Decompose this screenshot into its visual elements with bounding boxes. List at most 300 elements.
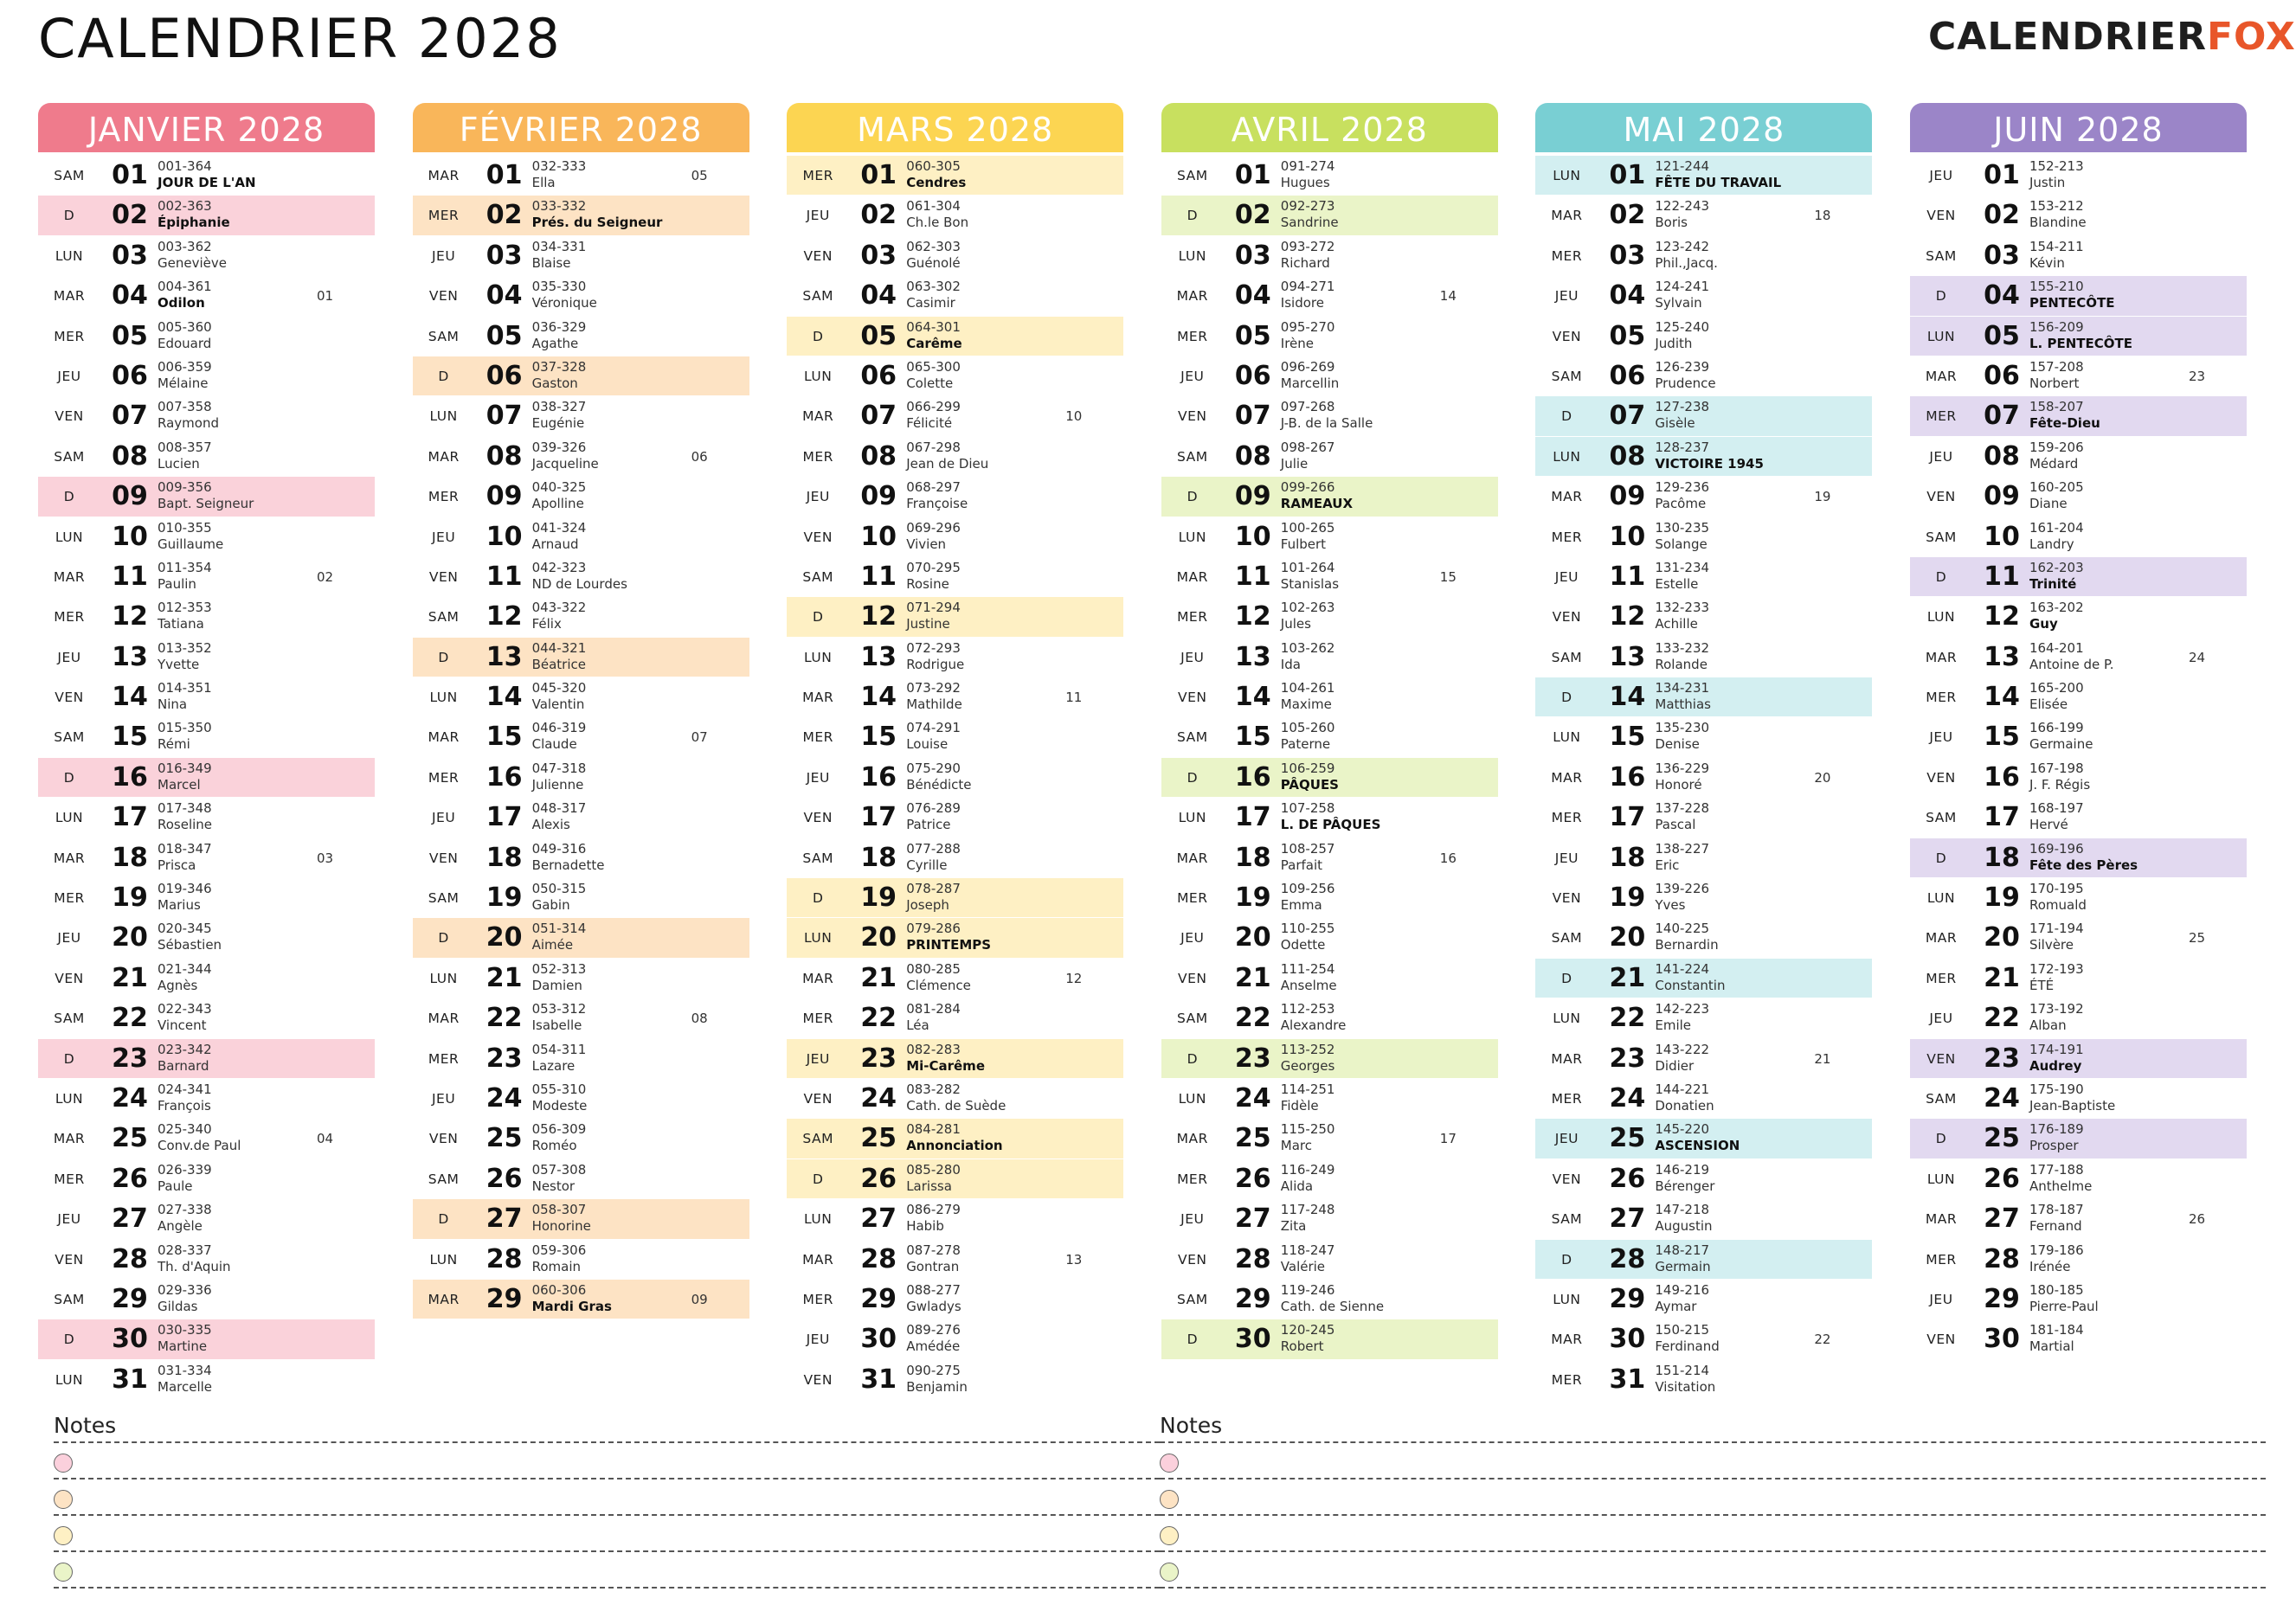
weekday-label: MAR: [428, 168, 460, 183]
weekday-label: MER: [1551, 810, 1583, 826]
saint-name: Isabelle: [531, 1017, 582, 1034]
day-number: 17: [1234, 802, 1271, 833]
saint-name: Bénédicte: [906, 776, 972, 793]
weekday-label: MER: [428, 208, 460, 224]
day-of-year-code: 032-333: [531, 158, 587, 174]
weekday-label: SAM: [1176, 448, 1208, 465]
saint-name: Carême: [906, 335, 962, 351]
day-of-year-code: 117-248: [1280, 1202, 1335, 1218]
month-header-rule: [38, 150, 375, 152]
day-number: 21: [1234, 962, 1271, 993]
weekday-label: MAR: [1176, 288, 1208, 305]
day-row: [1910, 798, 2247, 838]
note-lines: [1160, 1441, 2266, 1590]
months-grid: [38, 103, 2247, 1401]
saint-name: Arnaud: [531, 536, 579, 552]
weekday-label: MER: [1926, 970, 1957, 986]
weekday-label: MER: [54, 1171, 85, 1187]
day-of-year-code: 153-212: [2029, 198, 2084, 215]
day-row: [1535, 1319, 1872, 1359]
saint-name: Parfait: [1280, 857, 1323, 873]
day-of-year-code: 030-335: [158, 1322, 212, 1338]
weekday-label: MAR: [53, 1131, 86, 1147]
day-number: 02: [1609, 200, 1646, 231]
week-number: 26: [2188, 1211, 2206, 1228]
saint-name: Prudence: [1655, 375, 1716, 391]
day-row: [1910, 998, 2247, 1038]
day-of-year-code: 080-285: [906, 960, 961, 977]
saint-name: Nina: [158, 696, 188, 713]
saint-name: Stanislas: [1280, 575, 1340, 592]
day-of-year-code: 082-283: [906, 1041, 961, 1057]
weekday-label: MER: [428, 769, 460, 786]
weekday-label: SAM: [54, 448, 85, 465]
day-row: [1535, 557, 1872, 597]
day-number: 06: [1234, 360, 1271, 391]
day-row: [1161, 1280, 1498, 1319]
day-number: 13: [112, 641, 148, 672]
day-of-year-code: 146-219: [1655, 1161, 1710, 1178]
day-of-year-code: 037-328: [531, 358, 587, 375]
day-row: [38, 1199, 375, 1239]
month-column: [787, 103, 1123, 1401]
saint-name: Fête des Pères: [2029, 857, 2138, 873]
day-number: 07: [1609, 401, 1646, 432]
day-of-year-code: 009-356: [158, 479, 212, 496]
day-of-year-code: 170-195: [2029, 881, 2084, 897]
note-line[interactable]: [54, 1550, 1160, 1587]
day-of-year-code: 178-187: [2029, 1202, 2084, 1218]
day-number: 19: [860, 883, 897, 914]
day-row: [1910, 156, 2247, 196]
saint-name: Augustin: [1655, 1218, 1713, 1235]
day-of-year-code: 150-215: [1655, 1322, 1710, 1338]
saint-name: Angèle: [158, 1218, 203, 1235]
weekday-label: SAM: [1551, 1211, 1583, 1228]
day-of-year-code: 167-198: [2029, 760, 2084, 776]
day-of-year-code: 122-243: [1655, 198, 1710, 215]
day-number: 18: [860, 842, 897, 873]
day-row: [413, 758, 749, 798]
saint-name: Aimée: [531, 937, 574, 953]
day-of-year-code: 079-286: [906, 921, 961, 937]
saint-name: Léa: [906, 1017, 929, 1034]
day-number: 20: [1609, 922, 1646, 953]
weekday-label: JEU: [1929, 729, 1953, 746]
weekday-label: D: [1561, 690, 1572, 706]
note-line[interactable]: [54, 1478, 1160, 1514]
day-number: 20: [112, 922, 148, 953]
day-number: 11: [486, 561, 523, 592]
day-of-year-code: 071-294: [906, 600, 961, 616]
saint-name: ÉTÉ: [2029, 977, 2055, 993]
day-number: 27: [112, 1203, 148, 1235]
weekday-label: D: [1187, 1050, 1198, 1067]
saint-name: Patrice: [906, 817, 951, 833]
weekday-label: JEU: [1929, 168, 1953, 183]
saint-name: Blandine: [2029, 215, 2087, 231]
weekday-label: SAM: [428, 609, 460, 626]
day-row: [38, 196, 375, 235]
note-line[interactable]: [1160, 1514, 2266, 1550]
day-number: 08: [1234, 440, 1271, 472]
day-row: [1161, 317, 1498, 356]
saint-name: L. PENTECÔTE: [2029, 335, 2132, 351]
day-of-year-code: 161-204: [2029, 519, 2084, 536]
day-of-year-code: 166-199: [2029, 720, 2084, 736]
day-row: [1910, 1039, 2247, 1079]
weekday-label: MER: [1926, 408, 1957, 425]
day-of-year-code: 088-277: [906, 1281, 961, 1298]
day-number: 02: [1984, 200, 2020, 231]
saint-name: Apolline: [531, 496, 584, 512]
saint-name: FÊTE DU TRAVAIL: [1655, 175, 1782, 190]
weekday-label: MAR: [1176, 568, 1208, 585]
saint-name: Visitation: [1655, 1378, 1716, 1395]
day-number: 14: [112, 682, 148, 713]
day-number: 04: [1984, 280, 2020, 311]
day-of-year-code: 164-201: [2029, 639, 2084, 656]
day-number: 03: [860, 240, 897, 271]
day-number: 09: [112, 481, 148, 512]
saint-name: J-B. de la Salle: [1280, 415, 1373, 432]
day-row: [1910, 1319, 2247, 1359]
day-row: [787, 1280, 1123, 1319]
day-of-year-code: 155-210: [2029, 279, 2084, 295]
saint-name: Gaston: [531, 375, 578, 391]
day-of-year-code: 097-268: [1280, 399, 1335, 415]
saint-name: Pascal: [1655, 817, 1696, 833]
day-row: [1161, 998, 1498, 1038]
note-line[interactable]: [54, 1441, 1160, 1478]
day-number: 15: [860, 722, 897, 753]
day-number: 15: [1984, 722, 2020, 753]
day-of-year-code: 022-343: [158, 1001, 212, 1017]
day-row: [1910, 1240, 2247, 1280]
day-number: 03: [112, 240, 148, 271]
day-of-year-code: 149-216: [1655, 1281, 1710, 1298]
saint-name: ND de Lourdes: [531, 575, 627, 592]
day-row: [1910, 437, 2247, 477]
weekday-label: MER: [1551, 529, 1583, 545]
day-row: [787, 236, 1123, 276]
weekday-label: JEU: [431, 1090, 456, 1107]
weekday-label: LUN: [55, 1090, 84, 1107]
day-of-year-code: 112-253: [1280, 1001, 1335, 1017]
day-number: 24: [112, 1082, 148, 1114]
day-of-year-code: 008-357: [158, 439, 212, 455]
weekday-label: MAR: [428, 1291, 460, 1307]
day-row: [787, 959, 1123, 998]
weekday-label: MER: [1177, 328, 1208, 344]
day-of-year-code: 001-364: [158, 158, 212, 174]
day-of-year-code: 180-185: [2029, 1281, 2084, 1298]
day-of-year-code: 175-190: [2029, 1081, 2084, 1097]
weekday-label: LUN: [429, 408, 458, 425]
weekday-label: MAR: [1551, 769, 1583, 786]
saint-name: RAMEAUX: [1280, 496, 1354, 512]
day-of-year-code: 141-224: [1655, 960, 1710, 977]
day-number: 12: [1984, 601, 2020, 632]
month-header-rule: [787, 150, 1123, 152]
weekday-label: LUN: [1926, 890, 1956, 907]
weekday-label: VEN: [1926, 489, 1956, 505]
day-of-year-code: 106-259: [1280, 760, 1335, 776]
day-number: 10: [1234, 521, 1271, 552]
day-of-year-code: 128-237: [1655, 439, 1710, 455]
saint-name: Odilon: [158, 295, 205, 311]
day-row: [1535, 317, 1872, 356]
saint-name: Matthias: [1655, 696, 1711, 713]
saint-name: Roméo: [531, 1138, 577, 1154]
saint-name: J. F. Régis: [2029, 776, 2091, 793]
day-row: [1535, 758, 1872, 798]
day-row: [38, 798, 375, 838]
day-number: 04: [1609, 280, 1646, 311]
day-row: [413, 1119, 749, 1159]
week-number: 15: [1439, 568, 1457, 585]
saint-name: Rodrigue: [906, 656, 965, 672]
day-row: [1535, 798, 1872, 838]
weekday-label: VEN: [55, 1251, 84, 1268]
day-of-year-code: 144-221: [1655, 1081, 1710, 1097]
day-number: 17: [112, 802, 148, 833]
weekday-label: VEN: [1552, 328, 1582, 344]
day-number: 16: [1984, 761, 2020, 793]
weekday-label: D: [438, 368, 449, 384]
day-row: [1535, 918, 1872, 958]
day-of-year-code: 064-301: [906, 318, 961, 335]
weekday-label: LUN: [1553, 168, 1581, 183]
weekday-label: MAR: [1551, 489, 1583, 505]
day-row: [1535, 998, 1872, 1038]
saint-name: Pacôme: [1655, 496, 1707, 512]
day-of-year-code: 119-246: [1280, 1281, 1335, 1298]
day-number: 03: [486, 240, 523, 271]
day-of-year-code: 024-341: [158, 1081, 212, 1097]
day-row: [38, 517, 375, 557]
day-row: [413, 1159, 749, 1199]
day-of-year-code: 060-305: [906, 158, 961, 174]
day-of-year-code: 014-351: [158, 680, 212, 696]
day-number: 27: [1984, 1203, 2020, 1235]
note-line[interactable]: [1160, 1478, 2266, 1514]
weekday-label: VEN: [1926, 208, 1956, 224]
day-number: 17: [860, 802, 897, 833]
weekday-label: MER: [1177, 1171, 1208, 1187]
day-of-year-code: 148-217: [1655, 1242, 1710, 1258]
day-row: [1535, 517, 1872, 557]
day-number: 25: [1984, 1123, 2020, 1154]
note-line-end: [1160, 1587, 2266, 1590]
notes-title: Notes: [54, 1413, 117, 1438]
saint-name: Bernardin: [1655, 937, 1719, 953]
saint-name: Larissa: [906, 1178, 952, 1194]
day-of-year-code: 040-325: [531, 479, 587, 496]
day-row: [413, 276, 749, 316]
day-row: [787, 1360, 1123, 1400]
weekday-label: D: [1561, 970, 1572, 986]
day-number: 12: [1609, 601, 1646, 632]
day-of-year-code: 127-238: [1655, 399, 1710, 415]
saint-name: Louise: [906, 736, 949, 753]
weekday-label: JEU: [806, 489, 830, 505]
day-of-year-code: 145-220: [1655, 1121, 1710, 1138]
day-of-year-code: 090-275: [906, 1362, 961, 1378]
day-of-year-code: 017-348: [158, 800, 212, 817]
day-row: [1910, 196, 2247, 235]
day-of-year-code: 124-241: [1655, 279, 1710, 295]
day-row: [787, 1039, 1123, 1079]
note-bullet-icon: [1160, 1454, 1179, 1473]
day-number: 05: [112, 320, 148, 351]
day-of-year-code: 131-234: [1655, 559, 1710, 575]
day-row: [1535, 838, 1872, 878]
note-line[interactable]: [1160, 1550, 2266, 1587]
day-row: [787, 276, 1123, 316]
saint-name: Joseph: [906, 897, 949, 914]
day-of-year-code: 107-258: [1280, 800, 1335, 817]
day-number: 28: [1609, 1243, 1646, 1274]
weekday-label: D: [63, 208, 75, 224]
day-of-year-code: 171-194: [2029, 921, 2084, 937]
weekday-label: MER: [802, 1011, 833, 1027]
saint-name: Irène: [1280, 335, 1315, 351]
day-number: 29: [860, 1283, 897, 1314]
weekday-label: MAR: [428, 729, 460, 746]
day-row: [38, 998, 375, 1038]
saint-name: Alexis: [531, 817, 570, 833]
day-number: 01: [1234, 160, 1271, 190]
day-of-year-code: 074-291: [906, 720, 961, 736]
day-row: [1910, 1159, 2247, 1199]
day-of-year-code: 143-222: [1655, 1041, 1710, 1057]
saint-name: Germain: [1655, 1258, 1711, 1274]
day-number: 16: [1234, 761, 1271, 793]
day-number: 29: [486, 1283, 523, 1314]
weekday-label: VEN: [428, 568, 459, 585]
day-row: [1910, 838, 2247, 878]
day-row: [1161, 758, 1498, 798]
month-header: AVRIL 2028: [1161, 103, 1498, 150]
day-number: 07: [1234, 401, 1271, 432]
note-line[interactable]: [54, 1514, 1160, 1550]
saint-name: Maxime: [1280, 696, 1332, 713]
day-of-year-code: 158-207: [2029, 399, 2084, 415]
weekday-label: JEU: [1554, 1131, 1579, 1147]
saint-name: Blaise: [531, 254, 571, 271]
weekday-label: SAM: [1176, 1291, 1208, 1307]
day-of-year-code: 091-274: [1280, 158, 1335, 174]
day-number: 13: [1984, 641, 2020, 672]
week-number: 07: [691, 729, 708, 746]
saint-name: Jean-Baptiste: [2029, 1097, 2116, 1114]
day-of-year-code: 029-336: [158, 1281, 212, 1298]
weekday-label: D: [1187, 769, 1198, 786]
day-row: [1910, 1199, 2247, 1239]
day-of-year-code: 116-249: [1280, 1161, 1335, 1178]
day-row: [1161, 477, 1498, 517]
weekday-label: D: [438, 930, 449, 947]
note-bullet-icon: [1160, 1526, 1179, 1545]
day-number: 16: [860, 761, 897, 793]
day-number: 28: [860, 1243, 897, 1274]
weekday-label: D: [1561, 1251, 1572, 1268]
brand-logo: [1920, 7, 2296, 66]
note-line[interactable]: [1160, 1441, 2266, 1478]
day-of-year-code: 048-317: [531, 800, 587, 817]
saint-name: Agnès: [158, 977, 198, 993]
saint-name: Marc: [1280, 1138, 1312, 1154]
day-of-year-code: 068-297: [906, 479, 961, 496]
day-row: [1910, 477, 2247, 517]
day-row: [1535, 356, 1872, 396]
day-row: [413, 557, 749, 597]
day-number: 15: [1609, 722, 1646, 753]
day-of-year-code: 102-263: [1280, 600, 1335, 616]
day-of-year-code: 063-302: [906, 279, 961, 295]
saint-name: Martial: [2029, 1338, 2074, 1355]
saint-name: Irénée: [2029, 1258, 2071, 1274]
day-of-year-code: 111-254: [1280, 960, 1335, 977]
day-number: 08: [1984, 440, 2020, 472]
weekday-label: D: [1935, 288, 1947, 305]
day-row: [787, 517, 1123, 557]
saint-name: Julie: [1280, 455, 1309, 472]
day-number: 24: [1609, 1082, 1646, 1114]
weekday-label: JEU: [806, 208, 830, 224]
weekday-label: MAR: [53, 850, 86, 866]
weekday-label: MER: [1551, 247, 1583, 264]
day-number: 21: [1609, 962, 1646, 993]
saint-name: Martine: [158, 1338, 208, 1355]
month-header-rule: [1161, 150, 1498, 152]
day-number: 25: [1609, 1123, 1646, 1154]
day-of-year-code: 069-296: [906, 519, 961, 536]
day-row: [1161, 717, 1498, 757]
saint-name: Paule: [158, 1178, 193, 1194]
day-row: [1535, 1240, 1872, 1280]
day-number: 20: [486, 922, 523, 953]
day-row: [38, 597, 375, 637]
saint-name: Didier: [1655, 1057, 1695, 1074]
saint-name: Lazare: [531, 1057, 576, 1074]
day-number: 07: [486, 401, 523, 432]
weekday-label: SAM: [1926, 529, 1957, 545]
day-number: 27: [860, 1203, 897, 1235]
saint-name: Mi-Carême: [906, 1057, 985, 1074]
saint-name: Audrey: [2029, 1057, 2082, 1074]
day-of-year-code: 140-225: [1655, 921, 1710, 937]
day-of-year-code: 123-242: [1655, 238, 1710, 254]
day-of-year-code: 096-269: [1280, 358, 1335, 375]
day-number: 05: [1234, 320, 1271, 351]
brand-name: CALENDRIER: [1928, 14, 2207, 59]
saint-name: Prisca: [158, 857, 196, 873]
day-number: 17: [486, 802, 523, 833]
day-row: [1161, 959, 1498, 998]
day-of-year-code: 086-279: [906, 1202, 961, 1218]
saint-name: Mathilde: [906, 696, 962, 713]
weekday-label: LUN: [1553, 1291, 1581, 1307]
saint-name: Edouard: [158, 335, 212, 351]
day-row: [38, 1079, 375, 1119]
saint-name: Odette: [1280, 937, 1326, 953]
day-of-year-code: 058-307: [531, 1202, 587, 1218]
day-of-year-code: 134-231: [1655, 680, 1710, 696]
saint-name: Cyrille: [906, 857, 948, 873]
saint-name: Fidèle: [1280, 1097, 1319, 1114]
